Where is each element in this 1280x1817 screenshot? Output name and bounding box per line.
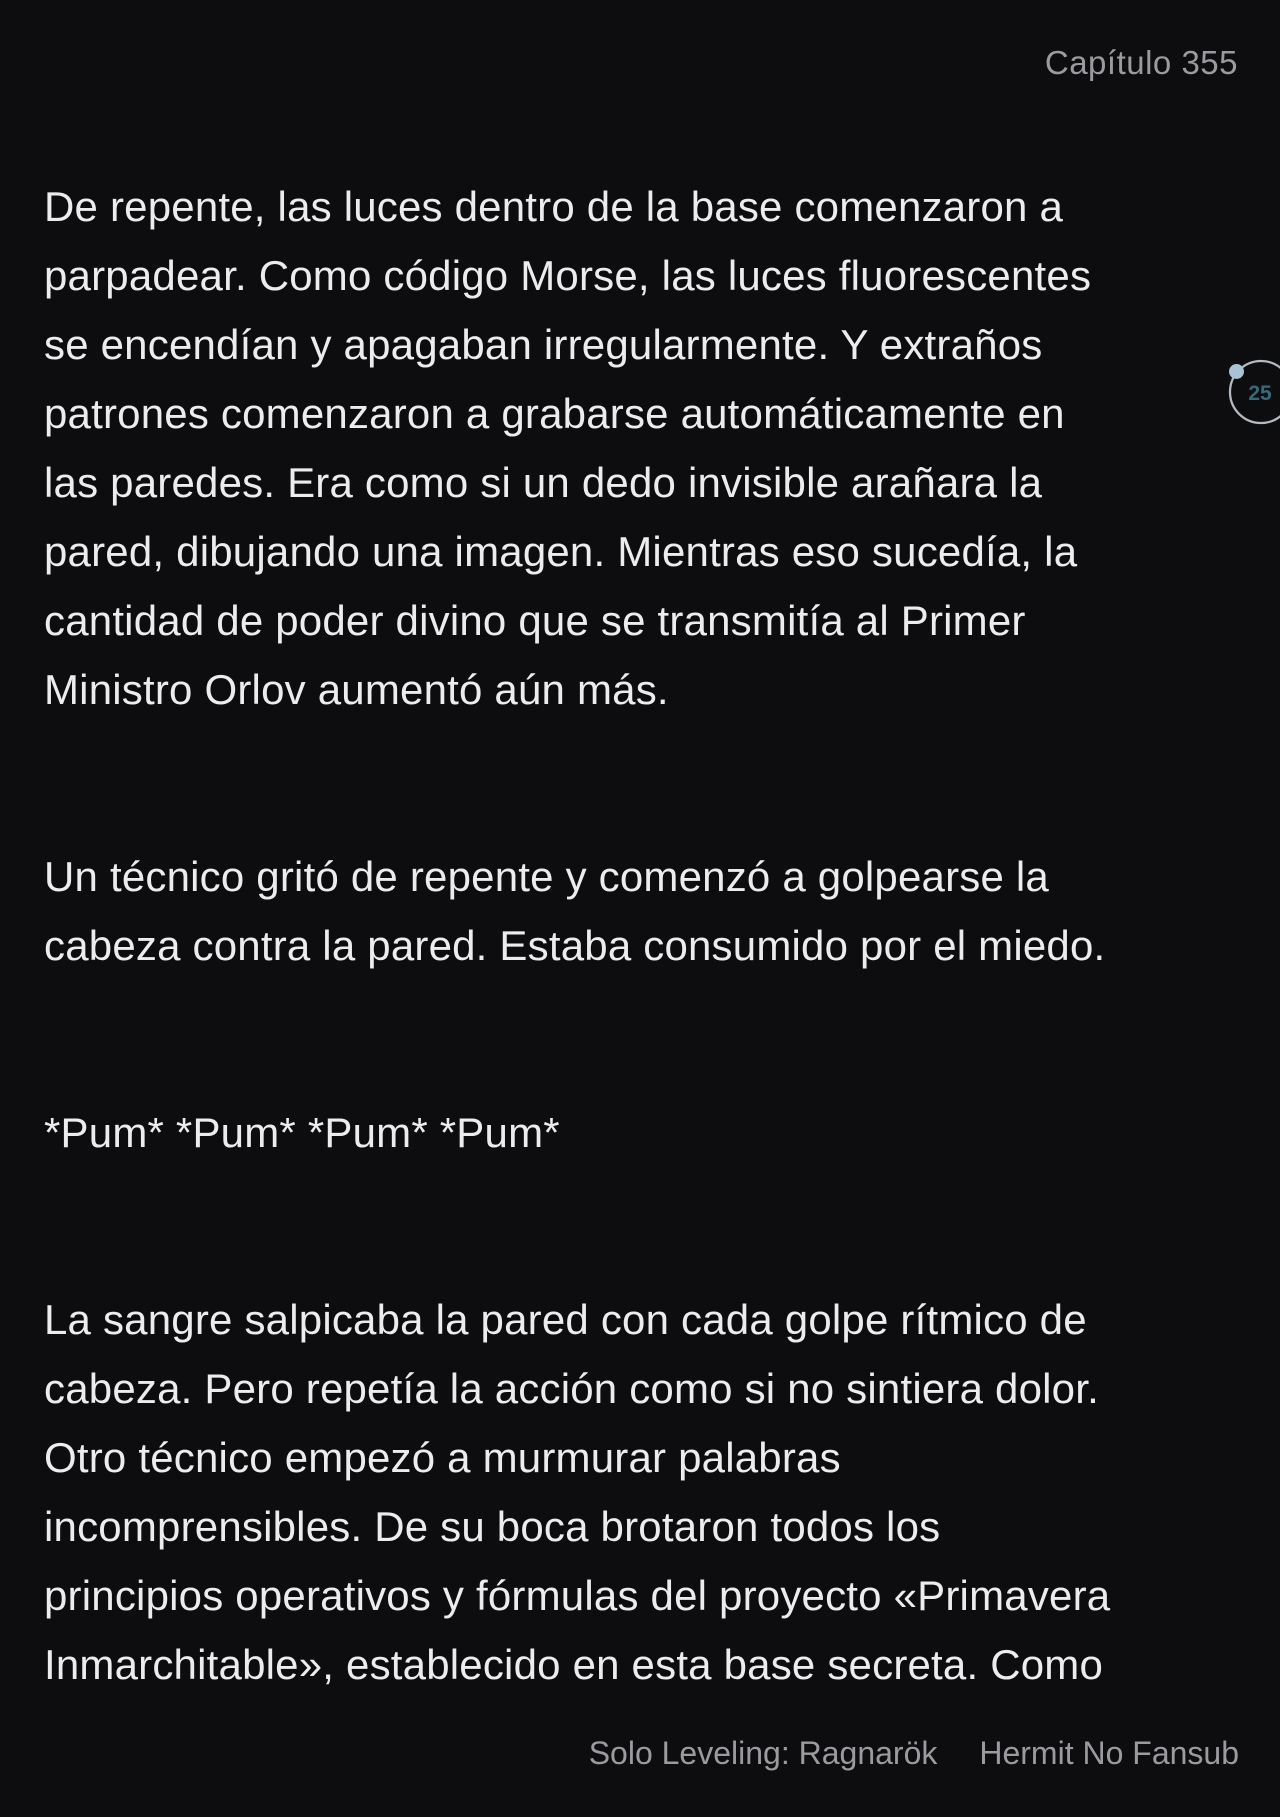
- text-line: De repente, las luces dentro de la base comenzaron a: [44, 183, 1064, 230]
- text-line: parpadear. Como código Morse, las luces fluorescentes: [44, 252, 1092, 299]
- paragraph: [44, 172, 1260, 724]
- text-line: patrones comenzaron a grabarse automáticamente en: [44, 390, 1065, 437]
- text-line: incomprensibles. De su boca brotaron todos los: [44, 1503, 941, 1550]
- text-line: La sangre salpicaba la pared con cada golpe rítmico de: [44, 1296, 1087, 1343]
- text-line: cabeza. Pero repetía la acción como si no sintiera dolor.: [44, 1365, 1099, 1412]
- text-line: cabeza contra la pared. Estaba consumido por el miedo.: [44, 922, 1106, 969]
- text-line: pared, dibujando una imagen. Mientras eso sucedía, la: [44, 528, 1078, 575]
- reading-area[interactable]: [44, 172, 1260, 1817]
- paragraph: [44, 1285, 1260, 1699]
- book-title: Solo Leveling: Ragnarök: [588, 1735, 938, 1771]
- text-line: Otro técnico empezó a murmurar palabras: [44, 1434, 841, 1481]
- chapter-header: Capítulo 355: [1044, 44, 1238, 81]
- page-footer: [589, 1735, 1239, 1772]
- text-line: se encendían y apagaban irregularmente. Y extraños: [44, 321, 1043, 368]
- text-line: Un técnico gritó de repente y comenzó a golpearse la: [44, 853, 1049, 900]
- text-line: cantidad de poder divino que se transmitía al Primer: [44, 597, 1026, 644]
- paragraph: [44, 842, 1260, 980]
- text-line: Ministro Orlov aumentó aún más.: [44, 666, 669, 713]
- text-line: principios operativos y fórmulas del proyecto «Primavera: [44, 1572, 1111, 1619]
- progress-value: 25: [1248, 382, 1272, 405]
- progress-badge[interactable]: [1226, 357, 1280, 427]
- progress-dot-icon[interactable]: [1229, 364, 1244, 379]
- paragraph: [44, 1098, 1260, 1167]
- text-line: *Pum* *Pum* *Pum* *Pum*: [44, 1109, 560, 1156]
- text-line: las paredes. Era como si un dedo invisible arañara la: [44, 459, 1043, 506]
- fansub-credit: Hermit No Fansub: [979, 1735, 1239, 1771]
- text-line: Inmarchitable», establecido en esta base secreta. Como: [44, 1641, 1104, 1688]
